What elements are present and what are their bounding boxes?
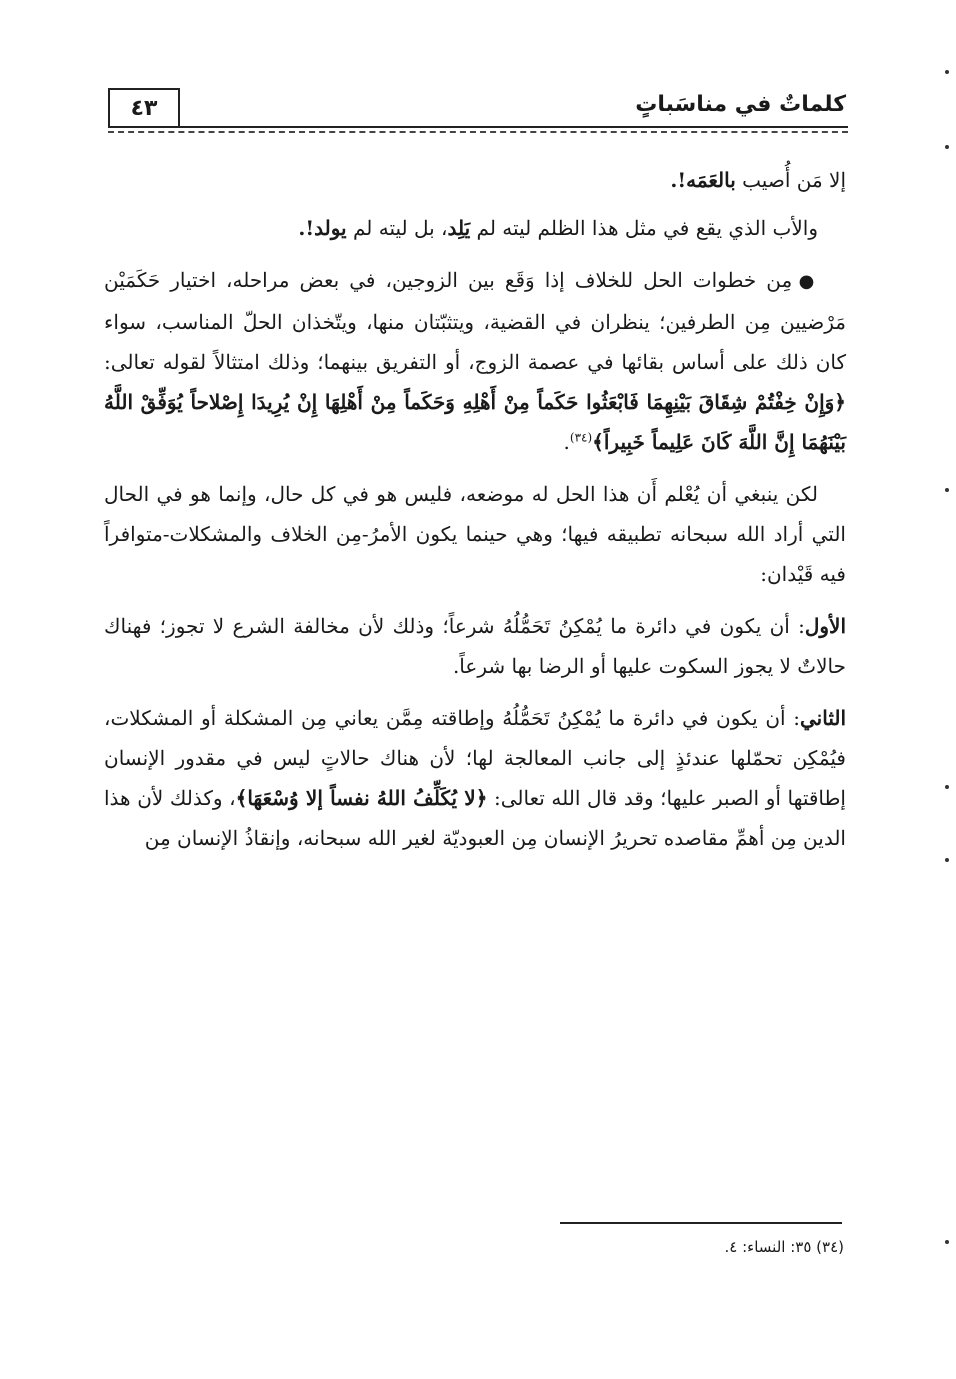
main-text <box>104 160 846 858</box>
p3-text: مِن خطوات الحل للخلاف إذا وَقَع بين الزوجين، في بعض مراحله، اختيار حَكَمَيْن مَرْضيين مِن الطرفين؛ ينظران في القضية، ويتثبّتان منها، ويتّخذان الحلّ المناسب، سواء كان ذلك على أساس بقائها في عصمة الزوج، أو التفريق بينهما؛ وذلك امتثالاً لقوله تعالى: <box>104 268 846 374</box>
page-number: ٤٣ <box>130 95 158 121</box>
page-number-box <box>108 88 180 126</box>
running-header-title: كلماتٌ في مناسَباتٍ <box>635 92 846 117</box>
quran-verse-1: ﴿وَإِنْ خِفْتُمْ شِقَاقَ بَيْنِهِمَا فَابْعَثُوا حَكَماً مِنْ أَهْلِهِ وَحَكَماً مِنْ أَهْلِهَا إِنْ يُرِيدَا إِصْلاحاً يُوَفِّقْ اللَّهُ بَيْنَهُمَا إِنَّ اللَّهَ كَانَ عَلِيماً خَبِيراً﴾ <box>104 390 846 454</box>
paragraph-6 <box>104 698 846 858</box>
p5-label: الأول <box>804 614 846 638</box>
p1-bold: بالعَمَه!. <box>670 168 736 192</box>
margin-dot <box>945 785 949 789</box>
p3-end: . <box>563 430 570 454</box>
margin-dot <box>945 1240 949 1244</box>
paragraph-3 <box>104 260 846 462</box>
footnote-rule <box>560 1222 842 1224</box>
bullet-icon: ● <box>798 271 818 292</box>
margin-dot <box>945 488 949 492</box>
p2-text-1: والأب الذي يقع في مثل هذا الظلم ليته لم <box>470 216 818 240</box>
margin-dot <box>945 70 949 74</box>
p6-text-1: : أن يكون في دائرة ما يُمْكِنُ تَحَمُّلُهُ وإطاقته مِمَّن يعاني مِن المشكلة أو المشكلات، فيُمْكِن تحمّلها عندئذٍ إلى جانب المعالجة لها؛ لأن هناك حالاتٍ ليس في مقدور الإنسان إطاقتها أو الصبر عليها؛ وقد قال الله تعالى: <box>104 706 846 810</box>
header-rule <box>108 126 848 128</box>
margin-dot <box>945 145 949 149</box>
margin-dot <box>945 858 949 862</box>
paragraph-4 <box>104 474 846 594</box>
p5-text: : أن يكون في دائرة ما يُمْكِنُ تَحَمُّلُهُ شرعاً؛ وذلك لأن مخالفة الشرع لا تجوز؛ فهناك حالاتٌ لا يجوز السكوت عليها أو الرضا بها شرعاً. <box>104 614 846 678</box>
quran-verse-2: ﴿لا يُكَلِّفُ اللهُ نفساً إلا وُسْعَهَا﴾ <box>235 786 488 810</box>
paragraph-2 <box>104 208 846 248</box>
p2-text-2: ، بل ليته لم <box>346 216 448 240</box>
footnote: (٣٤) ٣٥: النساء: ٤. <box>724 1238 844 1256</box>
footnote-ref: (٣٤) <box>569 430 593 445</box>
p6-text-2: ، وكذلك لأن هذا الدين مِن أهمِّ مقاصده تحريرُ الإنسان مِن العبوديّة لغير الله سبحانه، وإنقاذُ الإنسان مِن <box>104 786 846 850</box>
p6-label: الثاني <box>799 706 846 730</box>
header-dashed-rule <box>108 131 848 133</box>
p2-bold-1: يَلِد <box>447 216 471 240</box>
paragraph-1 <box>104 160 846 200</box>
p1-text: إلا مَن أُصيب <box>735 168 846 192</box>
p4-text: لكن ينبغي أن يُعْلم أَن هذا الحل له موضعه، فليس هو في كل حال، وإنما هو في الحال التي أراد الله سبحانه تطبيقه فيها؛ وهي حينما يكون الأمرُ-مِن الخلاف والمشكلات-متوافراً فيه قَيْدان: <box>104 482 846 586</box>
p2-bold-2: يولد!. <box>298 216 347 240</box>
paragraph-5 <box>104 606 846 686</box>
